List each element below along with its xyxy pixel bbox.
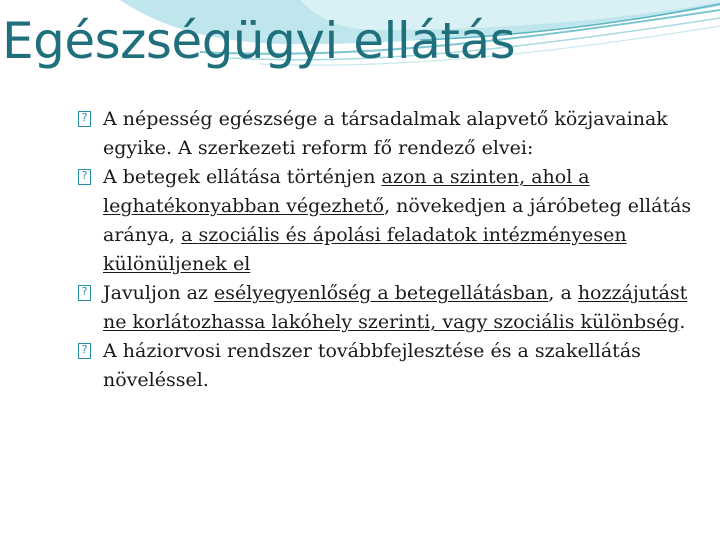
bullet-text: A háziorvosi rendszer továbbfejlesztése és a szakellátás növeléssel. (103, 340, 641, 391)
bullet-text: , a (548, 282, 578, 304)
bullet-text: . (679, 311, 686, 333)
replacement-char-box-icon: ? (78, 285, 91, 301)
slide-title: Egészségügyi ellátás (2, 12, 516, 70)
underlined-phrase: a szociális és ápolási feladatok intézményesen különüljenek el (103, 224, 627, 275)
bullet-item (78, 163, 698, 279)
bullet-text: A betegek ellátása történjen (103, 166, 382, 188)
bullet-item (78, 279, 698, 337)
bullet-text: Javuljon az (103, 282, 214, 304)
replacement-char-box-icon: ? (78, 111, 91, 127)
underlined-phrase: azon a szinten, ahol a leghatékonyabban végezhető (103, 166, 590, 217)
bullet-item (78, 337, 698, 395)
underlined-phrase: esélyegyenlőség a betegellátásban (213, 282, 549, 304)
bullet-item (78, 105, 698, 163)
bullet-text: , növekedjen a járóbeteg ellátás aránya, (103, 195, 692, 246)
underlined-phrase: hozzájutást ne korlátozhassa lakóhely szerinti, vagy szociális különbség (103, 282, 688, 333)
bullet-list (78, 105, 698, 395)
replacement-char-box-icon: ? (78, 169, 91, 185)
replacement-char-box-icon: ? (78, 343, 91, 359)
bullet-text: A népesség egészsége a társadalmak alapvető közjavainak egyike. A szerkezeti reform fő rendező elvei: (103, 108, 668, 159)
